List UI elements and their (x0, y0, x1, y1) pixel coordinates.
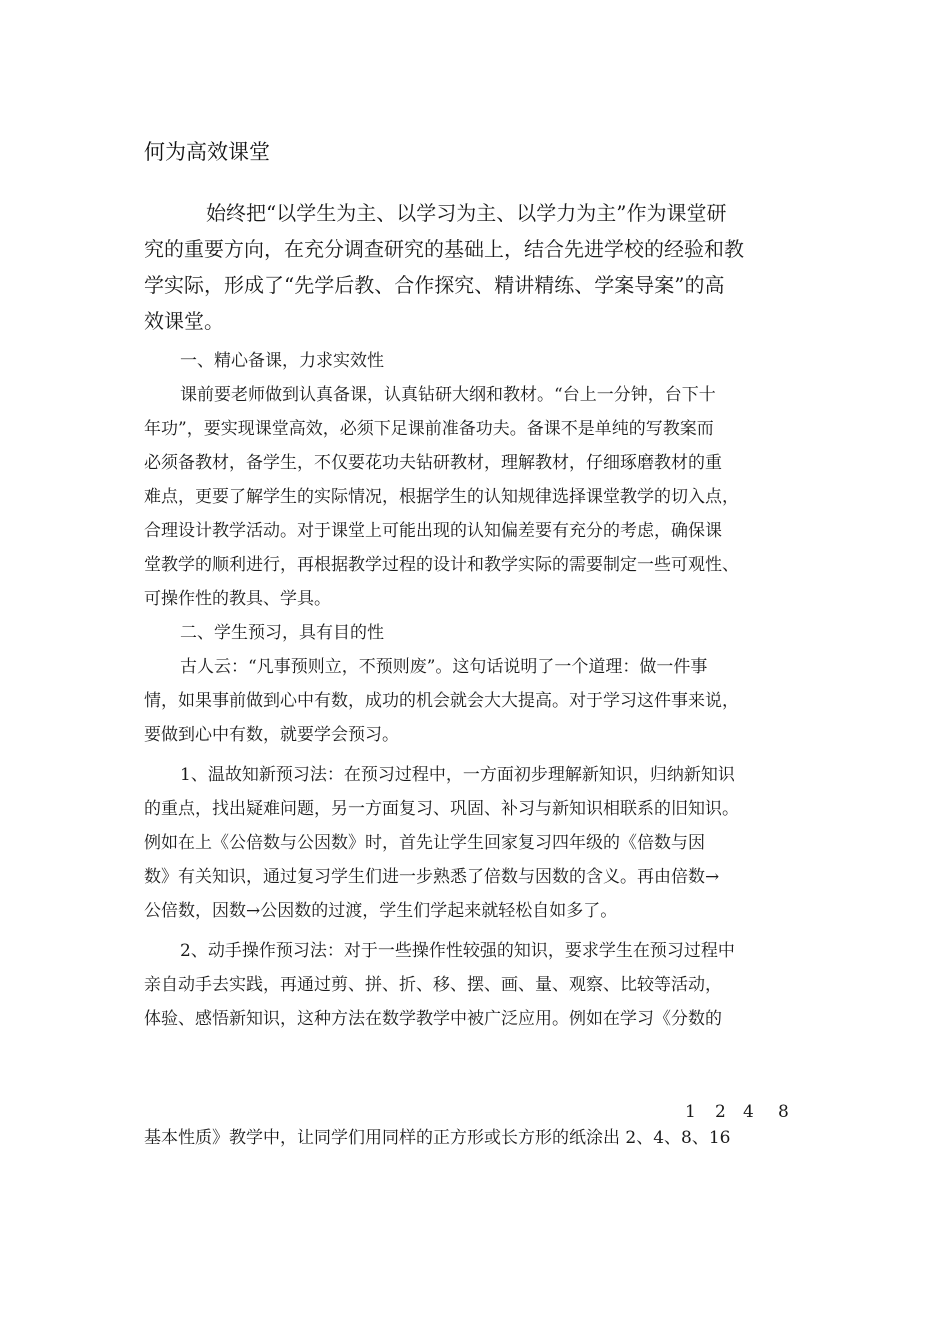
section2-line: 古人云：“凡事预则立，不预则废”。这句话说明了一个道理：做一件事 (180, 657, 708, 677)
intro-line: 究的重要方向，在充分调查研究的基础上，结合先进学校的经验和教 (144, 237, 744, 261)
numerator: 4 (743, 1102, 754, 1122)
method2-line: 亲自动手去实践，再通过剪、拼、折、移、摆、画、量、观察、比较等活动， (144, 975, 722, 995)
intro-paragraph (144, 195, 808, 339)
section1-heading: 一、精心备课，力求实效性 (180, 351, 384, 371)
body-text (144, 344, 808, 1036)
method2-line: 2、动手操作预习法：对于一些操作性较强的知识，要求学生在预习过程中 (180, 941, 735, 961)
page-title: 何为高效课堂 (144, 140, 270, 164)
numerator: 1 (685, 1102, 696, 1122)
numerator: 2 (715, 1102, 726, 1122)
method1-line: 1、温故知新预习法：在预习过程中，一方面初步理解新知识，归纳新知识 (180, 765, 735, 785)
method2-last-line: 基本性质》教学中，让同学们用同样的正方形或长方形的纸涂出 2、4、8、16 (144, 1128, 731, 1148)
intro-line: 始终把“以学生为主、以学习为主、以学力为主”作为课堂研 (206, 201, 727, 225)
section1-line: 年功”，要实现课堂高效，必须下足课前准备功夫。备课不是单纯的写教案而 (144, 419, 714, 439)
section1-line: 课前要老师做到认真备课，认真钻研大纲和教材。“台上一分钟，台下十 (180, 385, 716, 405)
fraction-line (144, 1100, 808, 1148)
intro-line: 效课堂。 (144, 309, 224, 333)
section1-line: 堂教学的顺利进行，再根据教学过程的设计和教学实际的需要制定一些可观性、 (144, 555, 739, 575)
method1-line: 数》有关知识，通过复习学生们进一步熟悉了倍数与因数的含义。再由倍数→ (144, 867, 720, 887)
section2-heading: 二、学生预习，具有目的性 (180, 623, 384, 643)
method1-line: 例如在上《公倍数与公因数》时，首先让学生回家复习四年级的《倍数与因 (144, 833, 705, 853)
section2-line: 情，如果事前做到心中有数，成功的机会就会大大提高。对于学习这件事来说， (144, 691, 739, 711)
method1-line: 的重点，找出疑难问题，另一方面复习、巩固、补习与新知识相联系的旧知识。 (144, 799, 739, 819)
section1-line: 可操作性的教具、学具。 (144, 589, 331, 609)
section1-line: 合理设计教学活动。对于课堂上可能出现的认知偏差要有充分的考虑，确保课 (144, 521, 722, 541)
numerator: 8 (778, 1102, 789, 1122)
fraction-numerators (144, 1100, 808, 1124)
section1-line: 难点，更要了解学生的实际情况，根据学生的认知规律选择课堂教学的切入点， (144, 487, 739, 507)
method1-line: 公倍数，因数→公因数的过渡，学生们学起来就轻松自如多了。 (144, 901, 618, 921)
section2-line: 要做到心中有数，就要学会预习。 (144, 725, 399, 745)
section1-line: 必须备教材，备学生，不仅要花功夫钻研教材，理解教材，仔细琢磨教材的重 (144, 453, 722, 473)
intro-line: 学实际，形成了“先学后教、合作探究、精讲精练、学案导案”的高 (144, 273, 725, 297)
method2-line: 体验、感悟新知识，这种方法在数学教学中被广泛应用。例如在学习《分数的 (144, 1009, 722, 1029)
